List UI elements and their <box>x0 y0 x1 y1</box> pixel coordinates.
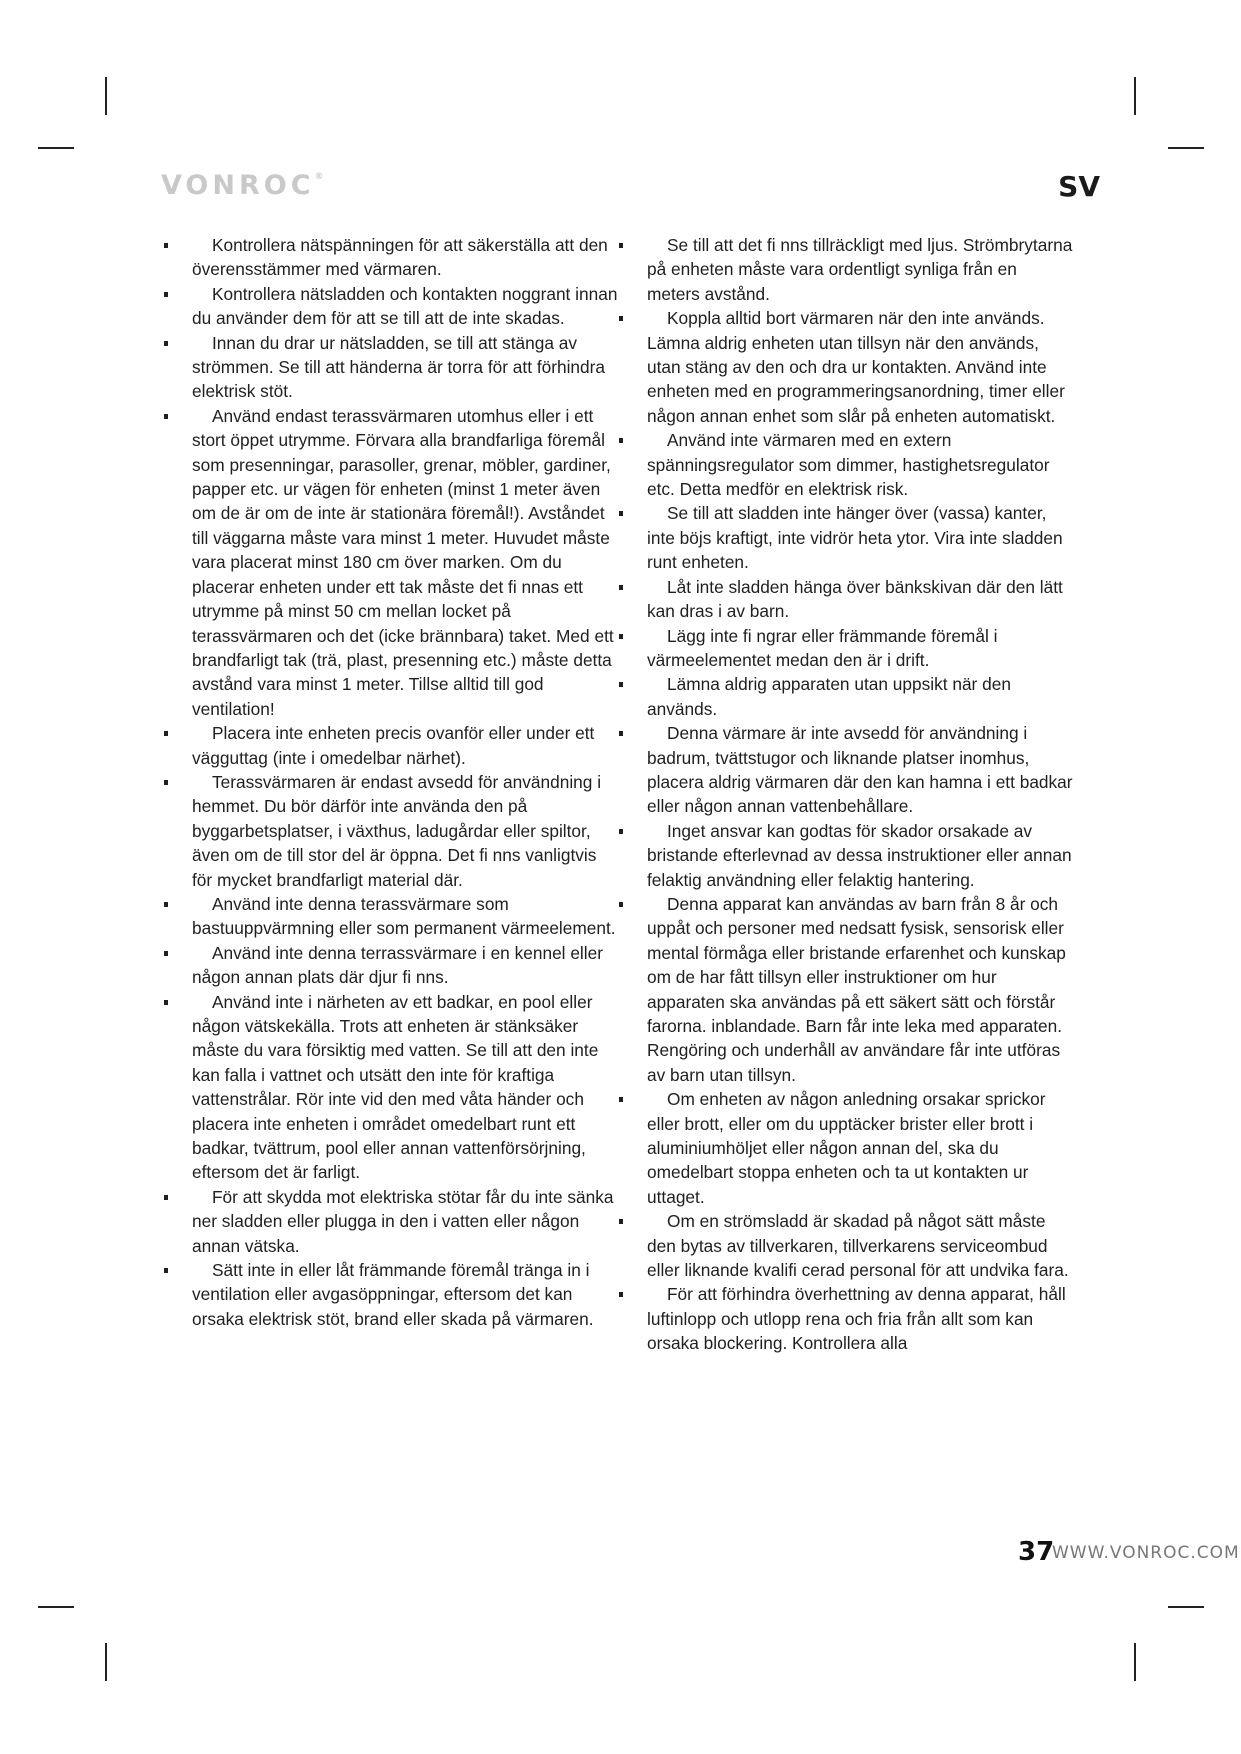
bullet <box>164 902 168 907</box>
left-column <box>192 233 618 1331</box>
list-item: Placera inte enheten precis ovanför eller under ett vägguttag (inte i omedelbar närhet). <box>192 721 618 770</box>
bullet <box>164 341 168 346</box>
list-item: Kontrollera nätspänningen för att säkerställa att den överensstämmer med värmaren. <box>192 233 618 282</box>
list-item: Inget ansvar kan godtas för skador orsakade av bristande efterlevnad av dessa instruktioner eller annan felaktig användning eller felaktig hantering. <box>647 819 1073 892</box>
bullet <box>619 1292 623 1297</box>
bullet <box>619 316 623 321</box>
bullet <box>164 292 168 297</box>
bullet <box>164 780 168 785</box>
logo-registered-mark: ® <box>314 172 324 182</box>
bullet <box>619 902 623 907</box>
list-item: För att förhindra överhettning av denna apparat, håll luftinlopp och utlopp rena och fria från allt som kan orsaka blockering. Kontrollera alla <box>647 1282 1073 1355</box>
list-item: Sätt inte in eller låt främmande föremål tränga in i ventilation eller avgasöppningar, eftersom det kan orsaka elektrisk stöt, brand eller skada på värmaren. <box>192 1258 618 1331</box>
list-item: Använd inte i närheten av ett badkar, en pool eller någon vätskekälla. Trots att enheten är stänksäker måste du vara försiktig med vatten. Se till att den inte kan falla i vattnet och utsätt den inte för kraftiga vattenstrålar. Rör inte vid den med våta händer och placera inte enheten i området omedelbart runt ett badkar, tvättrum, pool eller annan vattenförsörjning, eftersom det är farligt. <box>192 990 618 1185</box>
list-item: Denna värmare är inte avsedd för användning i badrum, tvättstugor och liknande platser inomhus, placera aldrig värmaren där den kan hamna i ett badkar eller någon annan vattenbehållare. <box>647 721 1073 819</box>
list-item: Använd inte denna terrassvärmare i en kennel eller någon annan plats där djur fi nns. <box>192 941 618 990</box>
crop-mark-top-left <box>105 77 107 115</box>
bullet <box>164 1195 168 1200</box>
crop-mark-left-bottom <box>38 1606 74 1608</box>
bullet <box>619 585 623 590</box>
list-item: Se till att sladden inte hänger över (vassa) kanter, inte böjs kraftigt, inte vidrör heta ytor. Vira inte sladden runt enheten. <box>647 501 1073 574</box>
bullet <box>164 1000 168 1005</box>
bullet <box>164 951 168 956</box>
bullet <box>619 682 623 687</box>
list-item: Lämna aldrig apparaten utan uppsikt när den används. <box>647 672 1073 721</box>
list-item: Använd endast terassvärmaren utomhus eller i ett stort öppet utrymme. Förvara alla brandfarliga föremål som presenningar, parasoller, grenar, möbler, gardiner, papper etc. ur vägen för enheten (minst 1 meter även om de är om de inte är stationära föremål!). Avståndet till väggarna måste vara minst 1 meter. Huvudet måste vara placerat minst 180 cm över marken. Om du placerar enheten under ett tak måste det fi nnas ett utrymme på minst 50 cm mellan locket på terassvärmaren och det (icke brännbara) taket. Med ett brandfarligt tak (trä, plast, presenning etc.) måste detta avstånd vara minst 1 meter. Tillse alltid till god ventilation! <box>192 404 618 721</box>
brand-logo <box>161 170 324 201</box>
list-item: Använd inte värmaren med en extern spänningsregulator som dimmer, hastighetsregulator etc. Detta medför en elektrisk risk. <box>647 428 1073 501</box>
bullet <box>619 1097 623 1102</box>
list-item: Använd inte denna terassvärmare som bastuuppvärmning eller som permanent värmeelement. <box>192 892 618 941</box>
bullet <box>164 414 168 419</box>
crop-mark-left-top <box>38 147 74 149</box>
page-number: 37 <box>1018 1537 1055 1567</box>
bullet <box>619 1219 623 1224</box>
list-item: Terassvärmaren är endast avsedd för användning i hemmet. Du bör därför inte använda den på byggarbetsplatser, i växthus, ladugårdar eller spiltor, även om de till stor del är öppna. Det fi nns vanligtvis för mycket brandfarligt material där. <box>192 770 618 892</box>
right-column <box>647 233 1073 1356</box>
crop-mark-bottom-left <box>105 1643 107 1681</box>
bullet <box>164 731 168 736</box>
bullet <box>619 243 623 248</box>
bullet <box>164 1268 168 1273</box>
list-item: Denna apparat kan användas av barn från 8 år och uppåt och personer med nedsatt fysisk, sensorisk eller mental förmåga eller bristande erfarenhet och kunskap om de har fått tillsyn eller instruktioner om hur apparaten ska användas på ett säkert sätt och förstår farorna. inblandade. Barn får inte leka med apparaten. Rengöring och underhåll av användare får inte utföras av barn utan tillsyn. <box>647 892 1073 1087</box>
logo-text: VONROC <box>161 170 315 201</box>
list-item: För att skydda mot elektriska stötar får du inte sänka ner sladden eller plugga in den i vatten eller någon annan vätska. <box>192 1185 618 1258</box>
bullet <box>619 438 623 443</box>
footer-url: WWW.VONROC.COM <box>1052 1543 1240 1563</box>
list-item: Lägg inte fi ngrar eller främmande föremål i värmeelementet medan den är i drift. <box>647 624 1073 673</box>
list-item: Koppla alltid bort värmaren när den inte används. Lämna aldrig enheten utan tillsyn när den används, utan stäng av den och dra ur kontakten. Använd inte enheten med en programmeringsanordning, timer eller någon annan enhet som slår på enheten automatiskt. <box>647 306 1073 428</box>
crop-mark-right-top <box>1168 147 1204 149</box>
list-item: Se till att det fi nns tillräckligt med ljus. Strömbrytarna på enheten måste vara ordentligt synliga från en meters avstånd. <box>647 233 1073 306</box>
bullet <box>164 243 168 248</box>
crop-mark-bottom-right <box>1134 1643 1136 1681</box>
list-item: Kontrollera nätsladden och kontakten noggrant innan du använder dem för att se till att de inte skadas. <box>192 282 618 331</box>
crop-mark-right-bottom <box>1168 1606 1204 1608</box>
list-item: Låt inte sladden hänga över bänkskivan där den lätt kan dras i av barn. <box>647 575 1073 624</box>
bullet <box>619 829 623 834</box>
list-item: Om en strömsladd är skadad på något sätt måste den bytas av tillverkaren, tillverkarens serviceombud eller liknande kvalifi cerad personal för att undvika fara. <box>647 1209 1073 1282</box>
list-item: Om enheten av någon anledning orsakar sprickor eller brott, eller om du upptäcker brister eller brott i aluminiumhöljet eller någon annan del, ska du omedelbart stoppa enheten och ta ut kontakten ur uttaget. <box>647 1087 1073 1209</box>
crop-mark-top-right <box>1134 77 1136 115</box>
bullet <box>619 634 623 639</box>
bullet <box>619 511 623 516</box>
bullet <box>619 731 623 736</box>
language-code: SV <box>1058 170 1100 203</box>
list-item: Innan du drar ur nätsladden, se till att stänga av strömmen. Se till att händerna är torra för att förhindra elektrisk stöt. <box>192 331 618 404</box>
